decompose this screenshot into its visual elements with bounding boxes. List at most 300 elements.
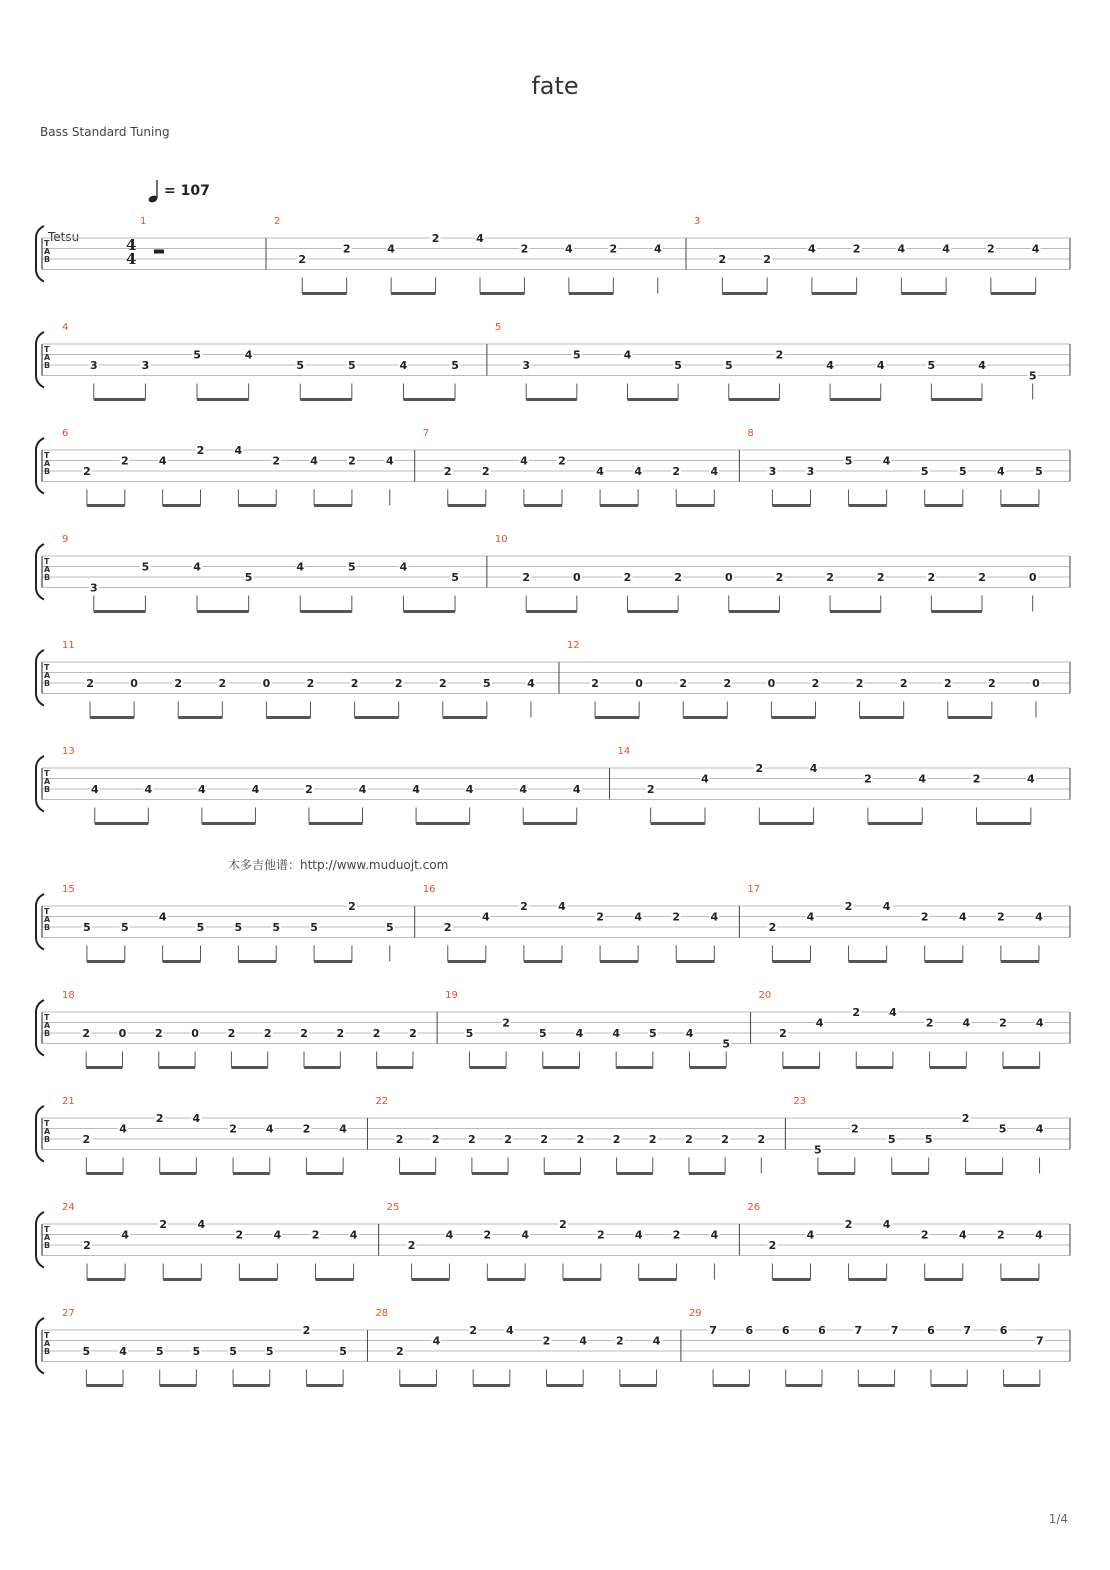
instrument-name: Tetsu bbox=[48, 230, 80, 244]
fret-number: 4 bbox=[882, 900, 891, 913]
fret-number: 5 bbox=[887, 1133, 896, 1146]
fret-number: 5 bbox=[924, 1133, 933, 1146]
fret-number: 2 bbox=[302, 1122, 311, 1136]
fret-number: 7 bbox=[1036, 1334, 1044, 1348]
fret-number: 4 bbox=[612, 1027, 620, 1040]
measure-number: 3 bbox=[694, 216, 701, 227]
fret-number: 2 bbox=[925, 1016, 934, 1030]
fret-number: 5 bbox=[722, 1037, 731, 1051]
measure-number: 7 bbox=[422, 428, 430, 439]
tempo-value: = 107 bbox=[164, 183, 210, 199]
fret-number: 0 bbox=[573, 571, 581, 584]
fret-number: 2 bbox=[987, 242, 995, 256]
measure-number: 24 bbox=[62, 1202, 75, 1213]
fret-number: 4 bbox=[710, 1228, 719, 1242]
fret-number: 5 bbox=[998, 1122, 1007, 1136]
fret-number: 2 bbox=[483, 1228, 492, 1242]
fret-number: 4 bbox=[482, 910, 490, 924]
fret-number: 2 bbox=[850, 1122, 859, 1136]
tab-clef-letter: T bbox=[44, 1331, 50, 1340]
fret-number: 2 bbox=[672, 910, 681, 924]
fret-number: 5 bbox=[844, 454, 853, 468]
measure-number: 9 bbox=[62, 534, 69, 545]
fret-number: 5 bbox=[155, 1345, 164, 1358]
fret-number: 2 bbox=[685, 1133, 693, 1146]
tab-clef-letter: T bbox=[44, 239, 50, 248]
tab-clef-letter: B bbox=[44, 1347, 51, 1356]
fret-number: 2 bbox=[576, 1133, 585, 1146]
system-bracket bbox=[36, 894, 44, 950]
tab-clef-letter: B bbox=[44, 785, 51, 794]
fret-number: 4 bbox=[521, 1228, 529, 1242]
fret-number: 4 bbox=[358, 783, 367, 796]
fret-number: 2 bbox=[342, 242, 351, 256]
fret-number: 2 bbox=[972, 772, 981, 786]
half-rest bbox=[154, 250, 164, 254]
system-bracket bbox=[36, 544, 44, 600]
fret-number: 2 bbox=[155, 1112, 164, 1125]
fret-number: 2 bbox=[86, 677, 94, 690]
fret-number: 2 bbox=[348, 900, 356, 913]
fret-number: 4 bbox=[445, 1228, 454, 1242]
tab-clef-letter: B bbox=[44, 255, 51, 264]
measure-number: 27 bbox=[62, 1308, 75, 1319]
fret-number: 5 bbox=[83, 921, 91, 934]
fret-number: 5 bbox=[814, 1143, 822, 1157]
fret-number: 2 bbox=[520, 242, 529, 256]
fret-number: 2 bbox=[306, 677, 315, 690]
fret-number: 2 bbox=[82, 1133, 91, 1146]
tab-clef-letter: T bbox=[44, 451, 50, 460]
fret-number: 0 bbox=[191, 1027, 199, 1040]
fret-number: 3 bbox=[806, 465, 815, 478]
fret-number: 3 bbox=[141, 359, 150, 372]
fret-number: 4 bbox=[962, 1016, 971, 1030]
system-bracket bbox=[36, 1212, 44, 1268]
fret-number: 2 bbox=[348, 454, 356, 468]
fret-number: 2 bbox=[612, 1133, 621, 1146]
fret-number: 4 bbox=[387, 242, 395, 256]
fret-number: 4 bbox=[826, 359, 834, 372]
fret-number: 4 bbox=[809, 762, 818, 775]
fret-number: 6 bbox=[927, 1324, 935, 1337]
fret-number: 4 bbox=[942, 242, 950, 256]
fret-number: 3 bbox=[89, 581, 98, 595]
fret-number: 2 bbox=[227, 1027, 236, 1040]
fret-number: 4 bbox=[653, 242, 662, 256]
fret-number: 4 bbox=[193, 560, 201, 574]
tuning-label: Bass Standard Tuning bbox=[40, 125, 170, 139]
fret-number: 2 bbox=[844, 1218, 853, 1231]
fret-number: 2 bbox=[768, 1239, 777, 1252]
fret-number: 4 bbox=[1027, 772, 1035, 786]
fret-number: 4 bbox=[119, 1122, 127, 1136]
tab-clef-letter: B bbox=[44, 923, 51, 932]
fret-number: 5 bbox=[265, 1345, 274, 1358]
fret-number: 4 bbox=[197, 1218, 206, 1231]
fret-number: 0 bbox=[118, 1027, 127, 1040]
fret-number: 2 bbox=[438, 677, 447, 690]
fret-number: 4 bbox=[158, 910, 167, 924]
system-bracket bbox=[36, 1106, 44, 1162]
tab-clef-letter: A bbox=[44, 565, 51, 574]
tab-clef-letter: B bbox=[44, 361, 51, 370]
tab-clef-letter: T bbox=[44, 557, 50, 566]
fret-number: 2 bbox=[596, 910, 604, 924]
measure-number: 22 bbox=[375, 1096, 389, 1107]
fret-number: 2 bbox=[768, 921, 777, 934]
fret-number: 5 bbox=[573, 348, 581, 362]
fret-number: 4 bbox=[889, 1006, 897, 1019]
fret-number: 7 bbox=[709, 1324, 717, 1337]
fret-number: 4 bbox=[527, 677, 535, 690]
system-bracket bbox=[36, 1318, 44, 1374]
fret-number: 5 bbox=[385, 921, 394, 934]
fret-number: 5 bbox=[451, 571, 459, 584]
fret-number: 6 bbox=[999, 1324, 1008, 1337]
measure-number: 8 bbox=[747, 428, 754, 439]
tab-clef-letter: A bbox=[44, 915, 51, 924]
fret-number: 2 bbox=[540, 1133, 549, 1146]
fret-number: 5 bbox=[339, 1345, 347, 1358]
system-bracket bbox=[36, 438, 44, 494]
fret-number: 2 bbox=[305, 783, 313, 796]
fret-number: 0 bbox=[1028, 571, 1037, 584]
fret-number: 4 bbox=[144, 783, 153, 796]
measure-number: 25 bbox=[386, 1202, 400, 1213]
tab-clef-letter: T bbox=[44, 1225, 50, 1234]
fret-number: 4 bbox=[918, 772, 927, 786]
measure-number: 14 bbox=[617, 746, 631, 757]
measure-number: 18 bbox=[62, 990, 75, 1001]
fret-number: 2 bbox=[899, 677, 908, 690]
fret-number: 4 bbox=[806, 1228, 815, 1242]
fret-number: 4 bbox=[897, 242, 906, 256]
fret-number: 0 bbox=[767, 677, 776, 690]
fret-number: 2 bbox=[679, 677, 688, 690]
tab-clef-letter: T bbox=[44, 1119, 50, 1128]
measure-number: 12 bbox=[567, 640, 580, 651]
fret-number: 2 bbox=[336, 1027, 345, 1040]
fret-number: 2 bbox=[775, 571, 784, 584]
fret-number: 2 bbox=[623, 571, 632, 584]
fret-number: 5 bbox=[465, 1027, 474, 1040]
fret-number: 4 bbox=[1035, 1122, 1044, 1136]
fret-number: 4 bbox=[339, 1122, 347, 1136]
fret-number: 4 bbox=[296, 560, 305, 574]
fret-number: 4 bbox=[234, 444, 243, 457]
fret-number: 2 bbox=[468, 1133, 476, 1146]
fret-number: 2 bbox=[999, 1016, 1007, 1030]
fret-number: 5 bbox=[234, 921, 243, 934]
tab-clef-letter: T bbox=[44, 345, 50, 354]
fret-number: 2 bbox=[409, 1027, 417, 1040]
fret-number: 2 bbox=[674, 571, 682, 584]
fret-number: 6 bbox=[745, 1324, 754, 1337]
tab-clef-letter: A bbox=[44, 1233, 51, 1242]
fret-number: 4 bbox=[634, 1228, 643, 1242]
fret-number: 2 bbox=[469, 1324, 477, 1337]
tab-clef-letter: A bbox=[44, 671, 51, 680]
fret-number: 4 bbox=[882, 1218, 891, 1231]
fret-number: 2 bbox=[120, 454, 129, 468]
tab-clef-letter: B bbox=[44, 1029, 51, 1038]
fret-number: 2 bbox=[372, 1027, 381, 1040]
tab-clef-letter: T bbox=[44, 907, 50, 916]
fret-number: 5 bbox=[649, 1027, 657, 1040]
fret-number: 2 bbox=[646, 783, 655, 796]
fret-number: 2 bbox=[763, 253, 771, 266]
fret-number: 2 bbox=[852, 242, 861, 256]
fret-number: 5 bbox=[1028, 369, 1037, 383]
fret-number: 4 bbox=[685, 1027, 694, 1040]
measure-number: 2 bbox=[274, 216, 281, 227]
fret-number: 4 bbox=[412, 783, 420, 796]
fret-number: 2 bbox=[298, 253, 307, 266]
measure-number: 21 bbox=[62, 1096, 75, 1107]
fret-number: 2 bbox=[927, 571, 936, 584]
fret-number: 4 bbox=[565, 242, 573, 256]
fret-number: 4 bbox=[465, 783, 474, 796]
fret-number: 5 bbox=[244, 571, 253, 584]
tab-clef-letter: T bbox=[44, 1013, 50, 1022]
fret-number: 5 bbox=[141, 560, 150, 574]
fret-number: 5 bbox=[120, 921, 129, 934]
fret-number: 4 bbox=[519, 783, 528, 796]
fret-number: 5 bbox=[348, 359, 356, 372]
fret-number: 2 bbox=[961, 1112, 970, 1125]
fret-number: 2 bbox=[542, 1334, 551, 1348]
fret-number: 2 bbox=[978, 571, 986, 584]
fret-number: 4 bbox=[399, 359, 408, 372]
fret-number: 2 bbox=[443, 921, 452, 934]
fret-number: 2 bbox=[443, 465, 452, 478]
fret-number: 5 bbox=[310, 921, 318, 934]
fret-number: 5 bbox=[272, 921, 281, 934]
fret-number: 0 bbox=[1032, 677, 1040, 690]
fret-number: 4 bbox=[90, 783, 99, 796]
fret-number: 2 bbox=[159, 1218, 168, 1231]
watermark-text: 木多吉他谱：http://www.muduojt.com bbox=[228, 858, 449, 872]
fret-number: 2 bbox=[616, 1334, 624, 1348]
measure-number: 19 bbox=[445, 990, 458, 1001]
fret-number: 5 bbox=[192, 1345, 201, 1358]
fret-number: 4 bbox=[575, 1027, 584, 1040]
fret-number: 7 bbox=[963, 1324, 972, 1337]
fret-number: 4 bbox=[251, 783, 260, 796]
fret-number: 4 bbox=[815, 1016, 824, 1030]
fret-number: 2 bbox=[482, 465, 490, 478]
fret-number: 4 bbox=[385, 454, 394, 468]
fret-number: 4 bbox=[634, 910, 642, 924]
fret-number: 2 bbox=[844, 900, 853, 913]
fret-number: 4 bbox=[958, 910, 967, 924]
fret-number: 2 bbox=[431, 1133, 440, 1146]
fret-number: 2 bbox=[350, 677, 359, 690]
measure-number: 15 bbox=[62, 884, 75, 895]
fret-number: 6 bbox=[781, 1324, 790, 1337]
fret-number: 4 bbox=[1031, 242, 1040, 256]
fret-number: 2 bbox=[779, 1027, 787, 1040]
fret-number: 5 bbox=[229, 1345, 237, 1358]
fret-number: 5 bbox=[724, 359, 733, 372]
fret-number: 0 bbox=[635, 677, 643, 690]
fret-number: 4 bbox=[198, 783, 206, 796]
fret-number: 4 bbox=[808, 242, 816, 256]
fret-number: 4 bbox=[572, 783, 581, 796]
system-bracket bbox=[36, 332, 44, 388]
page-number: 1/4 bbox=[1048, 1512, 1068, 1526]
measure-number: 26 bbox=[747, 1202, 761, 1213]
fret-number: 2 bbox=[154, 1027, 163, 1040]
fret-number: 3 bbox=[89, 359, 98, 372]
fret-number: 0 bbox=[724, 571, 733, 584]
fret-number: 5 bbox=[348, 560, 356, 574]
tab-clef-letter: A bbox=[44, 1021, 51, 1030]
fret-number: 4 bbox=[119, 1345, 127, 1358]
fret-number: 2 bbox=[504, 1133, 512, 1146]
measure-number: 1 bbox=[140, 216, 147, 227]
fret-number: 2 bbox=[520, 900, 528, 913]
fret-number: 0 bbox=[262, 677, 271, 690]
fret-number: 5 bbox=[538, 1027, 547, 1040]
fret-number: 2 bbox=[559, 1218, 567, 1231]
fret-number: 2 bbox=[82, 1027, 90, 1040]
fret-number: 3 bbox=[768, 465, 777, 478]
fret-number: 4 bbox=[634, 465, 642, 478]
fret-number: 4 bbox=[506, 1324, 514, 1337]
tab-clef-letter: T bbox=[44, 769, 50, 778]
fret-number: 5 bbox=[674, 359, 682, 372]
system-bracket bbox=[36, 756, 44, 812]
fret-number: 4 bbox=[244, 348, 253, 362]
fret-number: 5 bbox=[193, 348, 201, 362]
fret-number: 4 bbox=[997, 465, 1005, 478]
tab-clef-letter: B bbox=[44, 1241, 51, 1250]
measure-number: 6 bbox=[62, 428, 69, 439]
fret-number: 2 bbox=[83, 465, 91, 478]
fret-number: 2 bbox=[920, 1228, 929, 1242]
fret-number: 2 bbox=[755, 762, 764, 775]
fret-number: 5 bbox=[1035, 465, 1043, 478]
fret-number: 2 bbox=[300, 1027, 308, 1040]
fret-number: 5 bbox=[958, 465, 967, 478]
tab-clef-letter: A bbox=[44, 459, 51, 468]
fret-number: 2 bbox=[431, 232, 440, 245]
fret-number: 2 bbox=[302, 1324, 311, 1337]
tab-clef-letter: B bbox=[44, 1135, 51, 1144]
measure-number: 11 bbox=[62, 640, 75, 651]
fret-number: 2 bbox=[757, 1133, 766, 1146]
tab-clef-letter: B bbox=[44, 467, 51, 476]
fret-number: 2 bbox=[811, 677, 820, 690]
score-title: fate bbox=[531, 72, 579, 100]
fret-number: 2 bbox=[272, 454, 281, 468]
fret-number: 4 bbox=[701, 772, 709, 786]
tab-clef-letter: A bbox=[44, 1127, 51, 1136]
fret-number: 2 bbox=[522, 571, 531, 584]
measure-number: 20 bbox=[758, 990, 772, 1001]
fret-number: 4 bbox=[876, 359, 885, 372]
fret-number: 2 bbox=[229, 1122, 237, 1136]
fret-number: 2 bbox=[826, 571, 834, 584]
tab-clef-letter: B bbox=[44, 573, 51, 582]
fret-number: 2 bbox=[395, 1133, 404, 1146]
fret-number: 2 bbox=[943, 677, 952, 690]
fret-number: 2 bbox=[174, 677, 183, 690]
fret-number: 2 bbox=[196, 444, 205, 457]
fret-number: 2 bbox=[407, 1239, 416, 1252]
fret-number: 2 bbox=[721, 1133, 729, 1146]
fret-number: 4 bbox=[710, 465, 719, 478]
fret-number: 2 bbox=[855, 677, 864, 690]
fret-number: 4 bbox=[1035, 1016, 1044, 1030]
fret-number: 5 bbox=[196, 921, 205, 934]
measure-number: 16 bbox=[422, 884, 436, 895]
fret-number: 4 bbox=[432, 1334, 441, 1348]
fret-number: 5 bbox=[927, 359, 936, 372]
fret-number: 5 bbox=[296, 359, 305, 372]
fret-number: 2 bbox=[311, 1228, 320, 1242]
fret-number: 4 bbox=[310, 454, 318, 468]
fret-number: 4 bbox=[806, 910, 815, 924]
fret-number: 4 bbox=[1035, 910, 1043, 924]
fret-number: 7 bbox=[854, 1324, 863, 1337]
fret-number: 4 bbox=[476, 232, 484, 245]
fret-number: 5 bbox=[451, 359, 459, 372]
fret-number: 5 bbox=[483, 677, 491, 690]
fret-number: 4 bbox=[265, 1122, 274, 1136]
fret-number: 4 bbox=[158, 454, 167, 468]
fret-number: 4 bbox=[273, 1228, 282, 1242]
measure-number: 10 bbox=[494, 534, 508, 545]
tab-clef-letter: A bbox=[44, 1339, 51, 1348]
fret-number: 7 bbox=[890, 1324, 899, 1337]
fret-number: 4 bbox=[349, 1228, 358, 1242]
fret-number: 2 bbox=[988, 677, 996, 690]
fret-number: 2 bbox=[775, 348, 784, 362]
fret-number: 2 bbox=[591, 677, 599, 690]
fret-number: 4 bbox=[958, 1228, 967, 1242]
fret-number: 4 bbox=[710, 910, 719, 924]
fret-number: 2 bbox=[718, 253, 727, 266]
fret-number: 2 bbox=[997, 910, 1005, 924]
measure-number: 28 bbox=[375, 1308, 389, 1319]
tab-clef-letter: A bbox=[44, 353, 51, 362]
fret-number: 4 bbox=[623, 348, 632, 362]
tab-clef-letter: A bbox=[44, 247, 51, 256]
fret-number: 2 bbox=[876, 571, 885, 584]
tab-clef-letter: A bbox=[44, 777, 51, 786]
fret-number: 2 bbox=[864, 772, 872, 786]
time-signature-digit: 4 bbox=[126, 236, 137, 254]
fret-number: 2 bbox=[852, 1006, 861, 1019]
fret-number: 2 bbox=[263, 1027, 272, 1040]
fret-number: 2 bbox=[395, 1345, 404, 1358]
fret-number: 5 bbox=[920, 465, 929, 478]
fret-number: 4 bbox=[399, 560, 408, 574]
fret-number: 2 bbox=[997, 1228, 1005, 1242]
fret-number: 3 bbox=[522, 359, 531, 372]
fret-number: 4 bbox=[520, 454, 528, 468]
fret-number: 4 bbox=[579, 1334, 588, 1348]
system-bracket bbox=[36, 650, 44, 706]
fret-number: 2 bbox=[672, 1228, 681, 1242]
system-bracket bbox=[36, 226, 44, 282]
fret-number: 5 bbox=[82, 1345, 91, 1358]
fret-number: 2 bbox=[609, 242, 618, 256]
fret-number: 2 bbox=[920, 910, 929, 924]
